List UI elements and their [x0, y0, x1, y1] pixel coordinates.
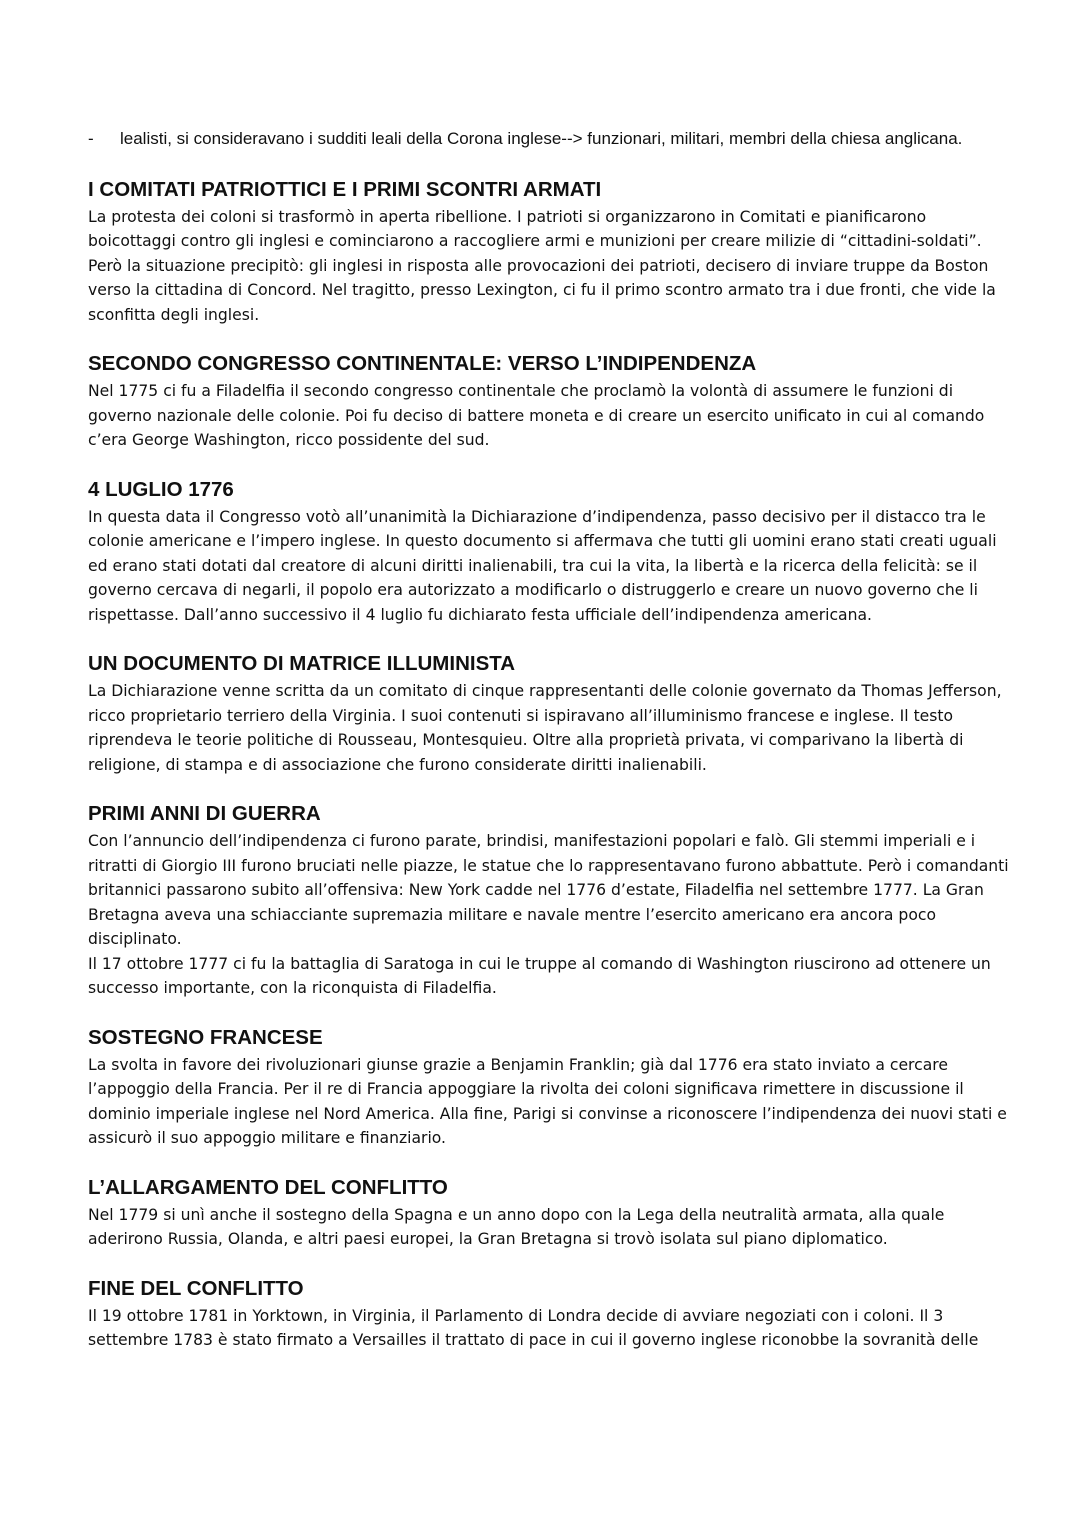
section-body [88, 1304, 1018, 1353]
paragraph: In questa data il Congresso votò all’unanimità la Dichiarazione d’indipendenza, passo decisivo per il distacco tra le colonie americane e l’impero inglese. In questo documento si affermava che tutti gli uomini erano stati creati uguali ed erano stati dotati dal creatore di alcuni diritti inalienabili, tra cui la vita, la libertà e la ricerca della felicità: se il governo cercava di negarli, il popolo era autorizzato a modificarlo o distruggerlo e creare un nuovo governo che li rispettasse. Dall’anno successivo il 4 luglio fu dichiarato festa ufficiale dell’indipendenza americana. [88, 507, 997, 624]
section-body [88, 379, 1018, 453]
section-body [88, 1053, 1018, 1151]
section-heading: L’ALLARGAMENTO DEL CONFLITTO [88, 1175, 448, 1199]
section-primi-anni [88, 801, 1018, 1001]
section-body [88, 679, 1018, 777]
bullet-marker: - [88, 129, 94, 148]
section-allargamento [88, 1175, 1018, 1252]
section-sostegno-francese [88, 1025, 1018, 1151]
section-heading: 4 LUGLIO 1776 [88, 477, 234, 501]
section-fine-conflitto [88, 1276, 1018, 1353]
document-content [88, 127, 1018, 1377]
paragraph: Il 17 ottobre 1777 ci fu la battaglia di Saratoga in cui le truppe al comando di Washington riuscirono ad ottenere un successo importante, con la riconquista di Filadelfia. [88, 954, 991, 997]
paragraph: Nel 1775 ci fu a Filadelfia il secondo congresso continentale che proclamò la volontà di assumere le funzioni di governo nazionale delle colonie. Poi fu deciso di battere moneta e di creare un esercito unificato in cui al comando c’era George Washington, ricco possidente del sud. [88, 382, 985, 449]
section-heading: I COMITATI PATRIOTTICI E I PRIMI SCONTRI ARMATI [88, 177, 602, 201]
section-heading: PRIMI ANNI DI GUERRA [88, 802, 321, 825]
section-matrice-illuminista [88, 651, 1018, 777]
paragraph: La protesta dei coloni si trasformò in aperta ribellione. I patrioti si organizzarono in Comitati e pianificarono boicottaggi contro gli inglesi e cominciarono a raccogliere armi e munizioni per creare milizie di “cittadini-soldati”. Però la situazione precipitò: gli inglesi in risposta alle provocazioni dei patrioti, decisero di inviare truppe da Boston verso la cittadina di Concord. Nel tragitto, presso Lexington, ci fu il primo scontro armato tra i due fronti, che vide la sconfitta degli inglesi. [88, 207, 996, 324]
section-body [88, 205, 1018, 328]
paragraph: Con l’annuncio dell’indipendenza ci furono parate, brindisi, manifestazioni popolari e falò. Gli stemmi imperiali e i ritratti di Giorgio III furono bruciati nelle piazze, le statue che lo rappresentavano furono abbattute. Però i comandanti britannici passarono subito all’offensiva: New York cadde nel 1776 d’estate, Filadelfia nel settembre 1777. La Gran Bretagna aveva una schiacciante supremazia militare e navale mentre l’esercito americano era ancora poco disciplinato. [88, 832, 1009, 948]
paragraph: La svolta in favore dei rivoluzionari giunse grazie a Benjamin Franklin; già dal 1776 era stato inviato a cercare l’appoggio della Francia. Per il re di Francia appoggiare la rivolta dei coloni significava rimettere in discussione il dominio imperiale inglese nel Nord America. Alla fine, Parigi si convinse a riconoscere l’indipendenza dei nuovi stati e assicurò il suo appoggio militare e finanziario. [88, 1055, 1007, 1147]
section-heading: SECONDO CONGRESSO CONTINENTALE: VERSO L’INDIPENDENZA [88, 352, 757, 375]
paragraph: Il 19 ottobre 1781 in Yorktown, in Virginia, il Parlamento di Londra decide di avviare negoziati con i coloni. Il 3 settembre 1783 è stato firmato a Versailles il trattato di pace in cui il governo inglese riconobbe la sovranità delle [88, 1306, 979, 1349]
section-body [88, 829, 1018, 1001]
intro-bullet [88, 127, 1018, 152]
section-body [88, 1203, 1018, 1252]
section-comitati [88, 177, 1018, 328]
paragraph: Nel 1779 si unì anche il sostegno della Spagna e un anno dopo con la Lega della neutralità armata, alla quale aderirono Russia, Olanda, e altri paesi europei, la Gran Bretagna si trovò isolata sul piano diplomatico. [88, 1205, 945, 1248]
section-heading: FINE DEL CONFLITTO [88, 1276, 304, 1300]
section-heading: SOSTEGNO FRANCESE [88, 1025, 323, 1049]
section-4-luglio [88, 477, 1018, 628]
section-body [88, 505, 1018, 628]
bullet-text: lealisti, si consideravano i sudditi leali della Corona inglese--> funzionari, militari, membri della chiesa anglicana. [120, 129, 963, 148]
section-secondo-congresso [88, 351, 1018, 453]
section-heading: UN DOCUMENTO DI MATRICE ILLUMINISTA [88, 652, 516, 675]
paragraph: La Dichiarazione venne scritta da un comitato di cinque rappresentanti delle colonie governato da Thomas Jefferson, ricco proprietario terriero della Virginia. I suoi contenuti si ispiravano all’illuminismo francese e inglese. Il testo riprendeva le teorie politiche di Rousseau, Montesquieu. Oltre alla proprietà privata, vi comparivano la libertà di religione, di stampa e di associazione che furono considerate diritti inalienabili. [88, 682, 1002, 774]
